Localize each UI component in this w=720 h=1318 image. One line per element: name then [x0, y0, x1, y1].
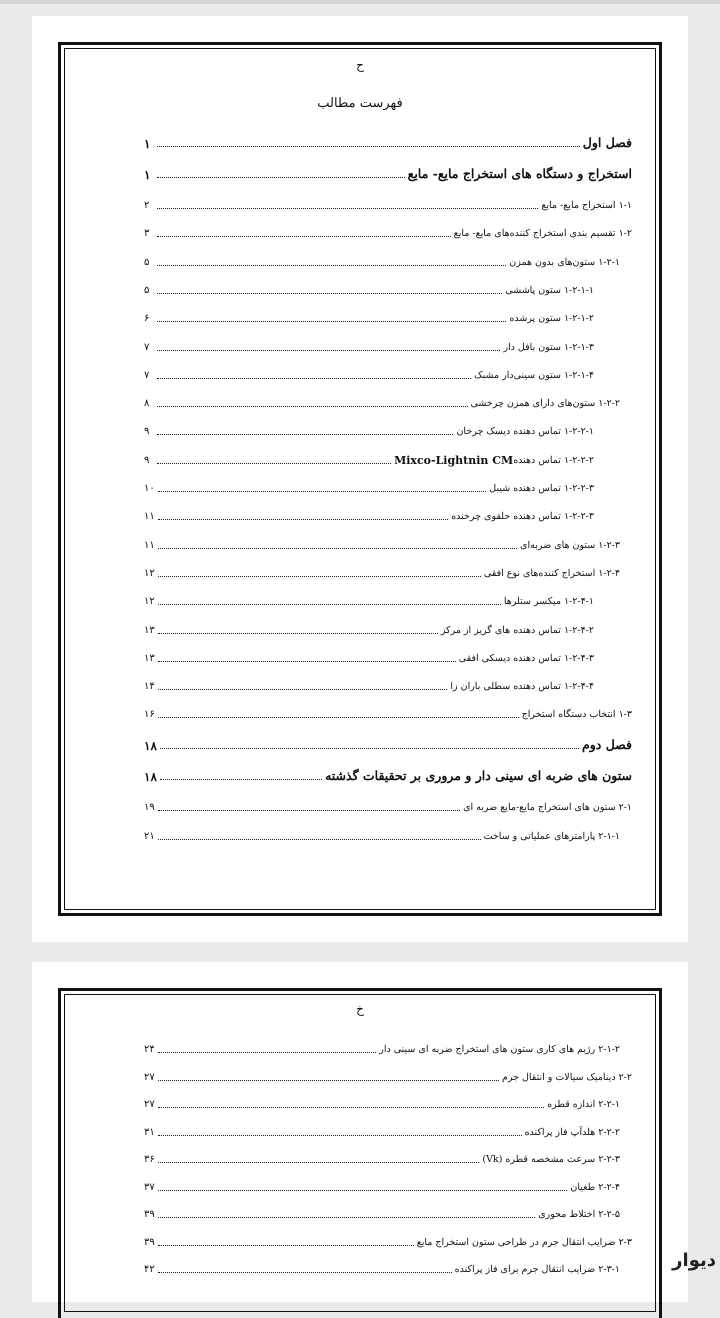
toc-entry-title: ۱-۲-۱-۱ ستون پاششی: [505, 284, 594, 296]
toc-entry: [144, 1231, 632, 1249]
toc-entry-title: ۲-۱-۱ پارامترهای عملیاتی و ساخت: [483, 830, 620, 842]
toc-entry-page-number: ۷: [144, 341, 150, 353]
toc-entry-title: ۲-۲-۲ هلدآپ فاز پراکنده: [524, 1126, 620, 1138]
toc-entry-title: ۱-۲-۲-۳ تماس دهنده حلقوی چرخنده: [451, 511, 594, 523]
dot-leader: [157, 320, 506, 322]
dot-leader: [157, 349, 500, 351]
toc-entry-title: استخراج و دستگاه های استخراج مایع- مایع: [407, 166, 632, 181]
dot-leader: [157, 235, 451, 237]
toc-entry-page-number: ۱۰: [144, 483, 155, 494]
toc-entry: [144, 222, 632, 240]
page-number-letter: ح: [356, 58, 364, 72]
toc-entry-title: ۲-۳ ضرایب انتقال جرم در طراحی ستون استخراج مایع: [416, 1236, 632, 1248]
dot-leader: [158, 1271, 452, 1273]
dot-leader: [157, 176, 405, 178]
toc-entry: [144, 675, 632, 693]
toc-entry-page-number: ۹: [144, 426, 150, 438]
toc-entry-title: ۲-۱-۲ رژیم های کاری ستون های استخراج ضربه ای سینی دار: [379, 1044, 620, 1055]
dot-leader: [157, 292, 502, 294]
toc-entry-title: ۲-۲-۵ اختلاط محوری: [538, 1209, 620, 1220]
toc-entry-latin-term: Mixco-Lightnin CM: [394, 453, 514, 467]
toc-entry: [144, 420, 632, 438]
toc-entry-title: ۲-۲-۳ سرعت مشخصه قطره (Vk): [482, 1154, 620, 1165]
toc-entry: [144, 449, 632, 467]
toc-entry-page-number: ۱: [144, 168, 151, 182]
toc-entry-page-number: ۷: [144, 369, 150, 381]
toc-entry: [144, 163, 632, 181]
toc-entry-title: ۲-۳-۱ ضرایب انتقال جرم برای فاز پراکنده: [454, 1264, 620, 1275]
dot-leader: [158, 547, 517, 549]
toc-entry-page-number: ۲: [144, 200, 150, 211]
toc-entry-page-number: ۱۲: [144, 596, 155, 608]
toc-entry-page-number: ۲۷: [144, 1099, 155, 1110]
toc-entry-page-number: ۵: [144, 256, 150, 268]
toc-entry-title: ستون های ضربه ای سینی دار و مروری بر تحقیقات گذشته: [325, 768, 632, 784]
toc-entry: [144, 132, 632, 150]
toc-entry-page-number: ۸: [144, 398, 150, 410]
dot-leader: [160, 747, 579, 749]
toc-entry-page-number: ۱۴: [144, 681, 155, 693]
toc-entry-title: ۱-۲-۱-۳ ستون بافل دار: [503, 341, 594, 353]
dot-leader: [158, 490, 487, 492]
toc-entry-page-number: ۴۲: [144, 1264, 155, 1275]
toc-entry: [144, 765, 632, 783]
dot-leader: [158, 1216, 535, 1218]
document-page-1: [32, 16, 688, 942]
toc-entry: [144, 796, 632, 814]
toc-entry-page-number: ۱۱: [144, 511, 155, 523]
dot-leader: [158, 1051, 377, 1053]
toc-entry-page-number: ۲۷: [144, 1071, 155, 1083]
toc-entry: [144, 251, 632, 269]
toc-entry-page-number: ۱۲: [144, 567, 155, 579]
toc-entry: [144, 392, 632, 410]
toc-entry-title: ۱-۲-۱-۴ ستون سینی‌دار مشبک: [474, 369, 594, 381]
toc-entry-title: ۱-۲-۲-۲ تماس دهنده: [513, 454, 594, 466]
toc-entry-title: فصل اول: [582, 135, 632, 150]
dot-leader: [158, 838, 481, 840]
dot-leader: [158, 518, 448, 520]
toc-entry-page-number: ۱۱: [144, 539, 155, 551]
toc-entry: [144, 647, 632, 665]
app-watermark: دیوار: [672, 1250, 716, 1271]
toc-entry: [144, 534, 632, 552]
dot-leader: [158, 660, 456, 662]
toc-entry: [144, 336, 632, 354]
dot-leader: [158, 688, 448, 690]
toc-entry: [144, 307, 632, 325]
toc-entry-page-number: ۶: [144, 313, 150, 325]
document-page-2: [32, 962, 688, 1302]
toc-entry: [144, 825, 632, 843]
toc-entry-title: ۱-۲-۱ ستون‌های بدون همزن: [509, 256, 620, 268]
dot-leader: [158, 1134, 522, 1136]
toc-entry-page-number: ۹: [144, 454, 150, 466]
toc-entry-title: ۱-۲-۲-۳ تماس دهنده شیبل: [489, 483, 594, 494]
toc-entry: [144, 1148, 632, 1166]
dot-leader: [158, 603, 501, 605]
toc-entry: [144, 279, 632, 297]
toc-entry-page-number: ۱۸: [144, 770, 157, 785]
toc-entry-title: ۱-۲-۲-۱ تماس دهنده دیسک چرخان: [456, 426, 594, 438]
toc-entry: [144, 1203, 632, 1221]
toc-entry: [144, 703, 632, 721]
toc-entry-page-number: ۵: [144, 284, 150, 296]
dot-leader: [157, 405, 468, 407]
toc-entry-title: ۲-۱ ستون های استخراج مایع-مایع ضربه ای: [463, 802, 632, 814]
toc-entry-title: ۲-۲ دینامیک سیالات و انتقال جرم: [501, 1071, 632, 1083]
toc-entry-title: ۱-۲-۲ ستون‌های دارای همزن چرخشی: [470, 398, 620, 410]
toc-entry-page-number: ۳۱: [144, 1126, 155, 1138]
dot-leader: [157, 462, 391, 464]
toc-entry-page-number: ۱۳: [144, 652, 155, 664]
toc-entry: [144, 1093, 632, 1111]
toc-entry-title: ۱-۲-۴-۴ تماس دهنده سطلی باران زا: [450, 681, 594, 693]
toc-entry: [144, 1038, 632, 1056]
toc-entry-title: ۱-۲-۴-۲ تماس دهنده های گریز از مرکز: [440, 624, 594, 636]
toc-entry-page-number: ۲۴: [144, 1044, 155, 1055]
toc-entry: [144, 194, 632, 212]
toc-entry: [144, 1176, 632, 1194]
toc-entry: [144, 477, 632, 495]
toc-entry: [144, 562, 632, 580]
dot-leader: [157, 264, 506, 266]
toc-entry: [144, 590, 632, 608]
toc-entry-title: ۱-۲-۴ استخراج کننده‌های نوع افقی: [483, 567, 620, 579]
dot-leader: [158, 1161, 480, 1163]
page-number-letter: خ: [356, 1002, 364, 1016]
toc-entry: [144, 505, 632, 523]
toc-entry-page-number: ۱۳: [144, 624, 155, 636]
dot-leader: [160, 778, 322, 780]
toc-entry-page-number: ۱۹: [144, 802, 155, 814]
toc-entry: [144, 619, 632, 637]
dot-leader: [158, 716, 519, 718]
toc-entry-title: ۱-۲-۴-۳ تماس دهنده دیسکی افقی: [458, 652, 594, 664]
toc-entry-page-number: ۳۹: [144, 1209, 155, 1220]
dot-leader: [158, 1189, 568, 1191]
toc-entry-title: ۱-۲ تقسیم بندی استخراج کننده‌های مایع- مایع: [453, 228, 632, 240]
toc-entry-page-number: ۳: [144, 228, 150, 240]
dot-leader: [157, 433, 453, 435]
toc-entry-title: فصل دوم: [582, 737, 632, 753]
toc-entry-title: ۱-۳ انتخاب دستگاه استخراج: [521, 709, 632, 721]
dot-leader: [158, 1244, 414, 1246]
viewer-top-bar: [0, 0, 720, 4]
dot-leader: [158, 809, 460, 811]
toc-entry-title: ۲-۲-۱ اندازه قطره: [547, 1099, 620, 1110]
dot-leader: [158, 632, 438, 634]
toc-entry-page-number: ۱۸: [144, 739, 157, 754]
toc-entry-page-number: ۱: [144, 137, 151, 151]
toc-entry-page-number: ۱۶: [144, 709, 155, 721]
toc-entry-title: ۱-۱ استخراج مایع- مایع: [541, 200, 632, 211]
toc-entry-page-number: ۳۷: [144, 1181, 155, 1193]
toc-entry-title: ۲-۲-۴ طغیان: [570, 1181, 620, 1193]
dot-leader: [157, 207, 538, 209]
toc-entry: [144, 1121, 632, 1139]
toc-entry-title: ۱-۲-۱-۲ ستون پرشده: [509, 313, 594, 325]
toc-entry: [144, 734, 632, 752]
toc-entry-page-number: ۲۱: [144, 830, 155, 842]
dot-leader: [158, 1106, 544, 1108]
toc-title: فهرست مطالب: [317, 96, 403, 111]
toc-entry: [144, 364, 632, 382]
toc-entry: [144, 1066, 632, 1084]
dot-leader: [157, 145, 580, 147]
toc-entry: [144, 1258, 632, 1276]
dot-leader: [158, 575, 481, 577]
toc-entry-page-number: ۳۹: [144, 1236, 155, 1248]
toc-entry-title: ۱-۲-۳ ستون های ضربه‌ای: [520, 539, 620, 551]
dot-leader: [158, 1079, 499, 1081]
toc-entry-page-number: ۳۶: [144, 1154, 155, 1165]
toc-entry-title: ۱-۲-۴-۱ میکسر ستلرها: [503, 596, 594, 608]
dot-leader: [157, 377, 471, 379]
